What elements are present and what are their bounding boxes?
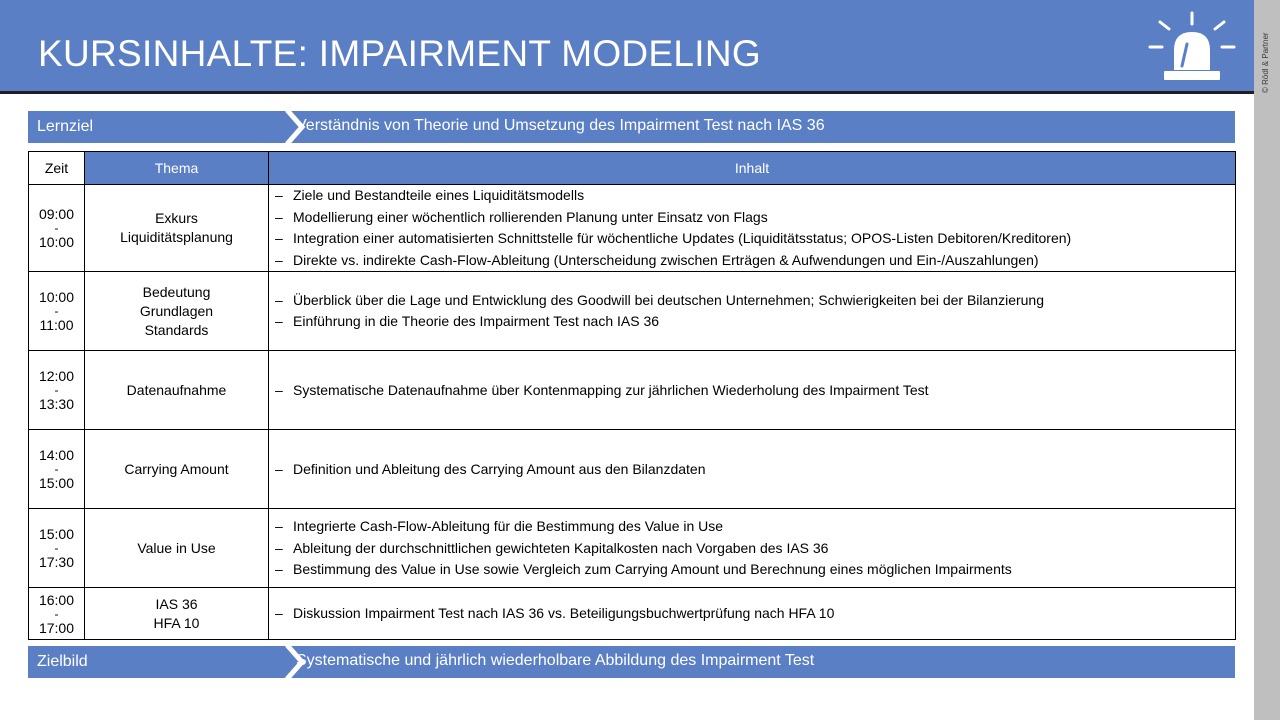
lernziel-label: Lernziel xyxy=(37,118,94,135)
table-row xyxy=(29,185,1236,272)
schedule-table xyxy=(28,151,1236,640)
list-item: – Direkte vs. indirekte Cash-Flow-Ableitung (Unterscheidung zwischen Erträgen & Aufwendungen und Ein-/Auszahlungen) xyxy=(275,251,1039,268)
table-row xyxy=(29,588,1236,640)
list-item: – Integration einer automatisierten Schnittstelle für wöchentliche Updates (Liquiditätsstatus; OPOS-Listen Debitoren/Kreditoren) xyxy=(275,230,1072,247)
inhalt-cell xyxy=(269,185,1236,272)
thema-cell xyxy=(85,588,269,640)
time-end: 11:00 xyxy=(39,317,74,334)
thema-line: HFA 10 xyxy=(153,614,200,631)
table-row xyxy=(29,272,1236,351)
list-item: – Überblick über die Lage und Entwicklung des Goodwill bei deutschen Unternehmen; Schwierigkeiten bei der Bilanzierung xyxy=(275,291,1044,308)
table-row xyxy=(29,430,1236,509)
time-separator: - xyxy=(54,462,59,477)
inhalt-cell xyxy=(269,509,1236,588)
zeit-cell xyxy=(29,509,85,588)
list-item: – Systematische Datenaufnahme über Kontenmapping zur jährlichen Wiederholung des Impairment Test xyxy=(275,381,929,398)
right-sidebar xyxy=(1254,0,1280,720)
thema-line: IAS 36 xyxy=(155,595,198,612)
thema-cell xyxy=(85,509,269,588)
time-end: 15:00 xyxy=(38,475,75,492)
list-item: – Bestimmung des Value in Use sowie Vergleich zum Carrying Amount und Berechnung eines möglichen Impairments xyxy=(275,561,1012,578)
header-thema: Thema xyxy=(85,152,269,185)
zeit-cell xyxy=(29,430,85,509)
thema-line: Value in Use xyxy=(137,539,216,556)
list-item: – Ziele und Bestandteile eines Liquiditätsmodells xyxy=(275,187,585,203)
zielbild-label: Zielbild xyxy=(37,653,88,670)
thema-cell xyxy=(85,272,269,351)
inhalt-cell xyxy=(269,588,1236,640)
time-separator: - xyxy=(54,383,59,398)
time-separator: - xyxy=(54,606,59,621)
thema-line: Standards xyxy=(144,321,209,338)
table-row xyxy=(29,509,1236,588)
time-start: 16:00 xyxy=(38,591,75,608)
thema-cell xyxy=(85,430,269,509)
header-banner xyxy=(0,0,1254,94)
list-item: – Integrierte Cash-Flow-Ableitung für die Bestimmung des Value in Use xyxy=(275,517,724,534)
list-item: – Diskussion Impairment Test nach IAS 36 vs. Beteiligungsbuchwertprüfung nach HFA 10 xyxy=(275,605,835,622)
zeit-cell xyxy=(29,272,85,351)
thema-line: Exkurs xyxy=(155,210,198,227)
table-header-row xyxy=(29,152,1236,185)
time-separator: - xyxy=(54,541,59,556)
time-start: 14:00 xyxy=(38,447,75,464)
thema-line: Liquiditätsplanung xyxy=(120,229,233,246)
page-title: KURSINHALTE: IMPAIRMENT MODELING xyxy=(38,33,761,74)
header-inhalt: Inhalt xyxy=(269,152,1236,185)
inhalt-cell xyxy=(269,430,1236,509)
list-item: – Modellierung einer wöchentlich rollierenden Planung unter Einsatz von Flags xyxy=(275,208,768,225)
alarm-light-icon xyxy=(1146,10,1238,86)
thema-cell xyxy=(85,185,269,272)
list-item: – Einführung in die Theorie des Impairment Test nach IAS 36 xyxy=(275,313,660,330)
time-end: 10:00 xyxy=(38,234,75,251)
time-separator: - xyxy=(54,221,59,236)
time-start: 15:00 xyxy=(38,526,75,543)
time-start: 09:00 xyxy=(38,206,75,223)
thema-line: Bedeutung xyxy=(142,283,211,300)
time-separator: - xyxy=(54,304,59,319)
time-end: 17:00 xyxy=(38,619,75,636)
time-end: 17:30 xyxy=(38,554,75,571)
thema-line: Carrying Amount xyxy=(124,460,229,477)
inhalt-cell xyxy=(269,272,1236,351)
lernziel-text: Verständnis von Theorie und Umsetzung des Impairment Test nach IAS 36 xyxy=(296,117,825,134)
inhalt-cell xyxy=(269,351,1236,430)
list-item: – Definition und Ableitung des Carrying Amount aus den Bilanzdaten xyxy=(275,460,706,477)
list-item: – Ableitung der durchschnittlichen gewichteten Kapitalkosten nach Vorgaben des IAS 36 xyxy=(275,539,829,556)
table-row xyxy=(29,351,1236,430)
header-zeit: Zeit xyxy=(29,152,85,185)
thema-line: Datenaufnahme xyxy=(126,381,227,398)
zeit-cell xyxy=(29,588,85,640)
time-start: 10:00 xyxy=(38,289,75,306)
zielbild-text: Systematische und jährlich wiederholbare Abbildung des Impairment Test xyxy=(296,652,815,669)
zielbild-bar xyxy=(28,646,1235,678)
time-start: 12:00 xyxy=(38,368,75,385)
thema-line: Grundlagen xyxy=(139,302,214,319)
copyright-note: © Rödl & Partner xyxy=(1261,32,1270,93)
thema-cell xyxy=(85,351,269,430)
time-end: 13:30 xyxy=(38,396,75,413)
zeit-cell xyxy=(29,185,85,272)
zeit-cell xyxy=(29,351,85,430)
lernziel-bar xyxy=(28,111,1235,143)
